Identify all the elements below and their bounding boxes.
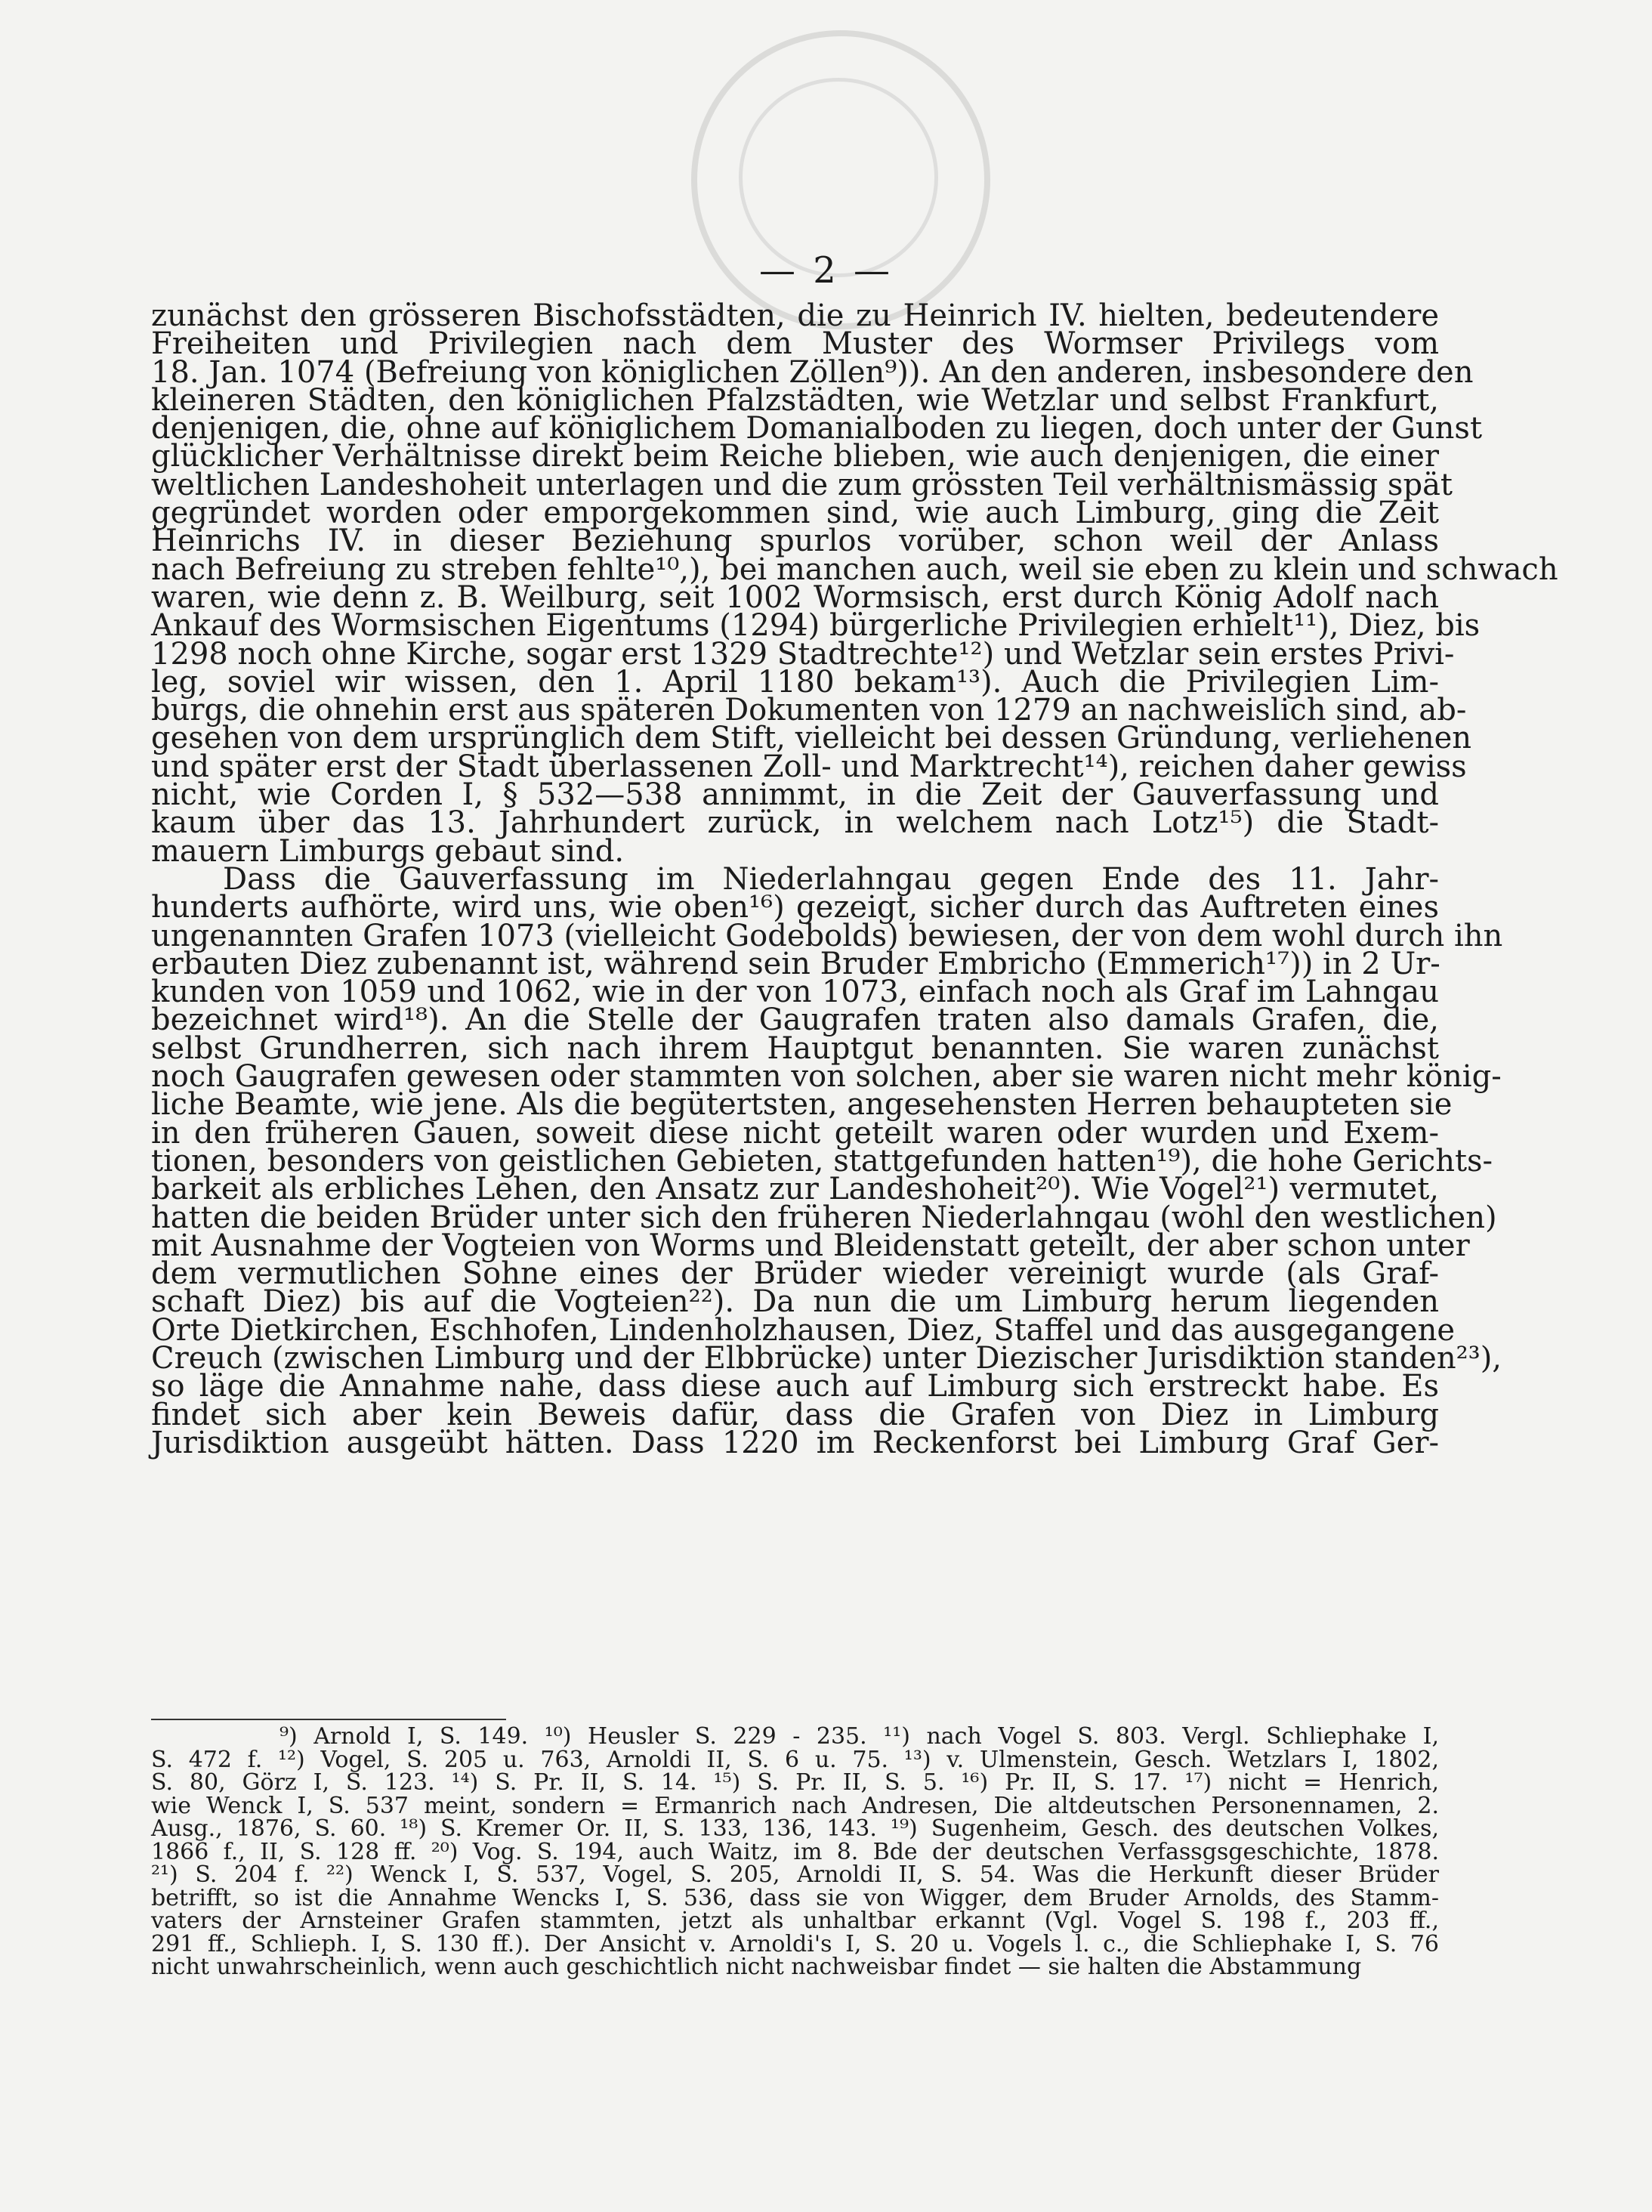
text-line: findet sich aber kein Beweis dafür, dass die Grafen von Diez in Limburg (151, 1397, 1439, 1432)
text-line: leg, soviel wir wissen, den 1. April 1180 bekam¹³). Auch die Privilegien Lim- (151, 664, 1439, 700)
text-line: bezeichnet wird¹⁸). An die Stelle der Gaugrafen traten also damals Grafen, die, (151, 1003, 1439, 1038)
text-line: denjenigen, die, ohne auf königlichem Domanialboden zu liegen, doch unter der Gunst (151, 411, 1483, 446)
footnote-line: 291 ff., Schlieph. I, S. 130 ff.). Der Ansicht v. Arnoldi's I, S. 20 u. Vogels l. c., die Schliephake I, S. 76 (151, 1930, 1439, 1957)
text-line: nicht, wie Corden I, § 532—538 annimmt, in die Zeit der Gauverfassung und (151, 777, 1439, 813)
text-line: Freiheiten und Privilegien nach dem Muster des Wormser Privilegs vom (151, 326, 1439, 362)
text-line: hunderts aufhörte, wird uns, wie oben¹⁶) gezeigt, sicher durch das Auftreten eines (151, 890, 1439, 925)
text-line: so läge die Annahme nahe, dass diese auch auf Limburg sich erstreckt habe. Es (151, 1369, 1439, 1404)
page-number: — 2 — (758, 249, 894, 292)
text-line: Dass die Gauverfassung im Niederlahngau gegen Ende des 11. Jahr- (223, 861, 1439, 897)
text-line: liche Beamte, wie jene. Als die begütertsten, angesehensten Herren behaupteten sie (151, 1087, 1453, 1123)
text-line: ungenannten Grafen 1073 (vielleicht Godebolds) bewiesen, der von dem wohl durch ihn (151, 918, 1503, 953)
text-line: glücklicher Verhältnisse direkt beim Reiche blieben, wie auch denjenigen, die einer (151, 439, 1439, 474)
text-line: Creuch (zwischen Limburg und der Elbbrücke) unter Diezischer Jurisdiktion standen²³), (151, 1340, 1502, 1376)
text-line: nach Befreiung zu streben fehlte¹⁰,), bei manchen auch, weil sie eben zu klein und schwach (151, 551, 1558, 587)
text-line: Ankauf des Wormsischen Eigentums (1294) bürgerliche Privilegien erhielt¹¹), Diez, bis (151, 608, 1481, 644)
text-line: Orte Dietkirchen, Eschhofen, Lindenholzhausen, Diez, Staffel und das ausgegangene (151, 1312, 1456, 1348)
footnote-line: wie Wenck I, S. 537 meint, sondern = Ermanrich nach Andresen, Die altdeutschen Personennamen, 2. (151, 1792, 1439, 1819)
text-line: selbst Grundherren, sich nach ihrem Hauptgut benannten. Sie waren zunächst (151, 1030, 1439, 1066)
main-text-block (151, 298, 1558, 1460)
text-line: barkeit als erbliches Lehen, den Ansatz zur Landeshoheit²⁰). Wie Vogel²¹) vermutet, (151, 1172, 1439, 1207)
footnote-line: ⁹) Arnold I, S. 149. ¹⁰) Heusler S. 229 - 235. ¹¹) nach Vogel S. 803. Vergl. Schliephake I, (279, 1723, 1439, 1750)
text-line: hatten die beiden Brüder unter sich den früheren Niederlahngau (wohl den westlichen) (151, 1200, 1497, 1235)
text-line: kunden von 1059 und 1062, wie in der von 1073, einfach noch als Graf im Lahngau (151, 975, 1439, 1010)
footnote-line: nicht unwahrscheinlich, wenn auch geschichtlich nicht nachweisbar findet — sie halten die Abstammung (151, 1954, 1362, 1980)
footnote-divider (151, 1719, 506, 1720)
footnote-line: S. 472 f. ¹²) Vogel, S. 205 u. 763, Arnoldi II, S. 6 u. 75. ¹³) v. Ulmenstein, Gesch. Wetzlars I, 1802, (151, 1746, 1439, 1773)
footnote-line: vaters der Arnsteiner Grafen stammten, jetzt als unhaltbar erkannt (Vgl. Vogel S. 198 f., 203 ff., (151, 1908, 1439, 1934)
text-line: tionen, besonders von geistlichen Gebieten, stattgefunden hatten¹⁹), die hohe Gerichts- (151, 1143, 1493, 1179)
text-line: 1298 noch ohne Kirche, sogar erst 1329 Stadtrechte¹²) und Wetzlar sein erstes Privi- (151, 636, 1455, 672)
text-line: weltlichen Landeshoheit unterlagen und die zum grössten Teil verhältnismässig spät (151, 467, 1453, 502)
text-line: kleineren Städten, den königlichen Pfalzstädten, wie Wetzlar und selbst Frankfurt, (151, 382, 1439, 418)
footnote-line: betrifft, so ist die Annahme Wencks I, S. 536, dass sie von Wigger, dem Bruder Arnolds, des Stamm- (151, 1884, 1439, 1911)
footnote-line: Ausg., 1876, S. 60. ¹⁸) S. Kremer Or. II, S. 133, 136, 143. ¹⁹) Sugenheim, Gesch. des deutschen Volkes, (151, 1815, 1439, 1842)
footnotes-block (151, 1725, 1439, 1979)
footnote-line: S. 80, Görz I, S. 123. ¹⁴) S. Pr. II, S. 14. ¹⁵) S. Pr. II, S. 5. ¹⁶) Pr. II, S. 17. ¹⁷) nicht = Henrich, (151, 1769, 1439, 1796)
text-line: Heinrichs IV. in dieser Beziehung spurlos vorüber, schon weil der Anlass (151, 524, 1439, 559)
text-line: in den früheren Gauen, soweit diese nicht geteilt waren oder wurden und Exem- (151, 1115, 1439, 1151)
text-line: gesehen von dem ursprünglich dem Stift, vielleicht bei dessen Gründung, verliehenen (151, 721, 1472, 756)
text-line: gegründet worden oder emporgekommen sind, wie auch Limburg, ging die Zeit (151, 496, 1439, 531)
text-line: mauern Limburgs gebaut sind. (151, 833, 625, 869)
text-line: zunächst den grösseren Bischofsstädten, die zu Heinrich IV. hielten, bedeutendere (151, 298, 1439, 333)
text-line: schaft Diez) bis auf die Vogteien²²). Da nun die um Limburg herum liegenden (151, 1284, 1439, 1320)
text-line: noch Gaugrafen gewesen oder stammten von solchen, aber sie waren nicht mehr könig- (151, 1059, 1502, 1095)
text-line: Jurisdiktion ausgeübt hätten. Dass 1220 im Reckenforst bei Limburg Graf Ger- (151, 1425, 1439, 1460)
text-line: kaum über das 13. Jahrhundert zurück, in welchem nach Lotz¹⁵) die Stadt- (151, 805, 1439, 841)
text-line: 18. Jan. 1074 (Befreiung von königlichen Zöllen⁹)). An den anderen, insbesondere den (151, 354, 1474, 390)
footnote-line: ²¹) S. 204 f. ²²) Wenck I, S. 537, Vogel, S. 205, Arnoldi II, S. 54. Was die Herkunft dieser Brüder (151, 1861, 1439, 1888)
text-line: mit Ausnahme der Vogteien von Worms und Bleidenstatt geteilt, der aber schon unter (151, 1228, 1470, 1263)
footnote-line: 1866 f., II, S. 128 ff. ²⁰) Vog. S. 194, auch Waitz, im 8. Bde der deutschen Verfassgsgeschichte, 1878. (151, 1838, 1439, 1865)
text-line: und später erst der Stadt überlassenen Zoll- und Marktrecht¹⁴), reichen daher gewiss (151, 749, 1467, 784)
text-line: burgs, die ohnehin erst aus späteren Dokumenten von 1279 an nachweislich sind, ab- (151, 693, 1467, 728)
text-line: erbauten Diez zubenannt ist, während sein Bruder Embricho (Emmerich¹⁷)) in 2 Ur- (151, 946, 1440, 981)
text-line: dem vermutlichen Sohne eines der Brüder wieder vereinigt wurde (als Graf- (151, 1256, 1439, 1292)
text-line: waren, wie denn z. B. Weilburg, seit 1002 Wormsisch, erst durch König Adolf nach (151, 579, 1439, 615)
